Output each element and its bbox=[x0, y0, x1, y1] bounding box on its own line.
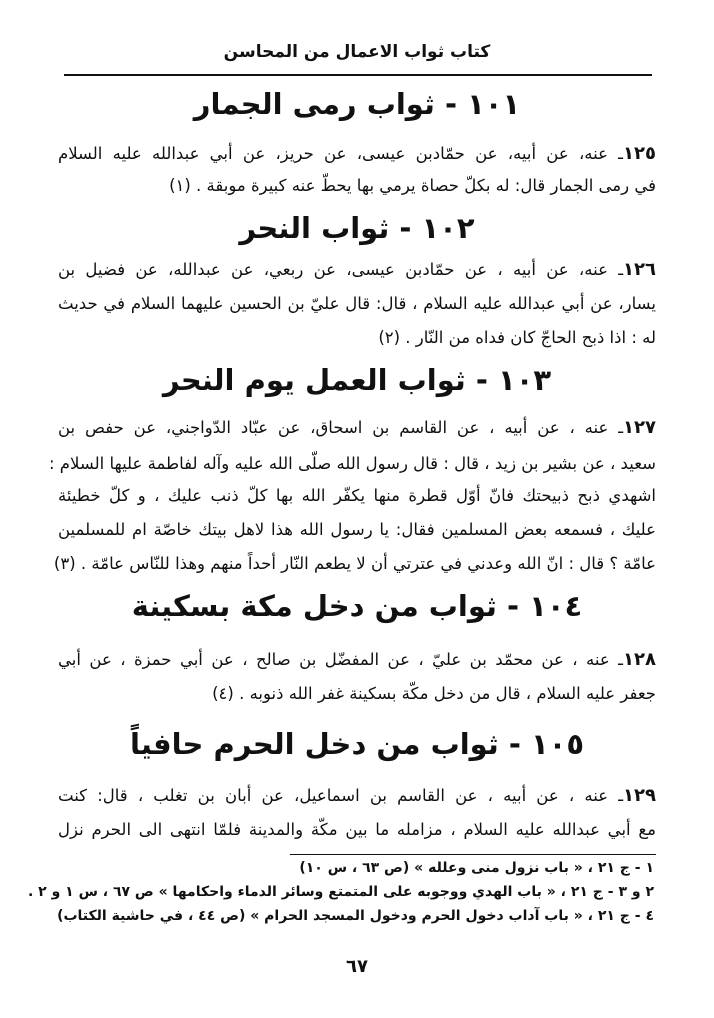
header-rule bbox=[64, 74, 652, 76]
text-line: اشهدي ذبح ذبيحتك فانّ أوّل قطرة منها يكفّر الله بها كلّ ذنب عليك ، و كلّ خطيئة bbox=[58, 486, 656, 505]
hadith-number: ١٢٩ bbox=[623, 785, 656, 806]
text-line: جعفر عليه السلام ، قال من دخل مكّة بسكينة غفر الله ذنوبه . (٤) bbox=[212, 684, 656, 703]
section-heading: ١٠٥ - ثواب من دخل الحرم حافياً bbox=[129, 727, 585, 761]
footnote: ٢ و ٣ - ج ٢١ ، « باب الهدي ووجوبه على المتمتع وسائر الدماء واحكامها » ص ٦٧ ، س ١ و ٢ . bbox=[27, 884, 654, 900]
section-heading: ١٠١ - ثواب رمى الجمار bbox=[193, 87, 521, 121]
hadith-number: ١٢٦ bbox=[623, 259, 656, 280]
text-line: في رمى الجمار قال: له بكلّ حصاة يرمي بها يحطّ عنه كبيرة موبقة . (١) bbox=[169, 176, 656, 195]
text-line: سعيد ، عن بشير بن زيد ، قال : قال رسول الله صلّى الله عليه وآله لفاطمة عليها السلام : bbox=[49, 454, 656, 473]
text-line: ١٢٧ـ عنه ، عن أبيه ، عن القاسم بن اسحاق، عن عبّاد الدّواجني، عن حفص بن bbox=[58, 417, 656, 438]
running-title: كتاب ثواب الاعمال من المحاسن bbox=[223, 42, 491, 62]
section-heading: ١٠٤ - ثواب من دخل مكة بسكينة bbox=[131, 589, 583, 623]
footnote-rule bbox=[290, 854, 656, 855]
section-heading: ١٠٢ - ثواب النحر bbox=[239, 211, 475, 245]
text-line: ١٢٩ـ عنه ، عن أبيه ، عن القاسم بن اسماعيل، عن أبان بن تغلب ، قال: كنت bbox=[58, 785, 656, 806]
hadith-number: ١٢٧ bbox=[623, 417, 656, 438]
text-line: عامّة ؟ قال : انّ الله وعدني في عترتي أن لا يطعم النّار أحداً منهم وهذا للنّاس عامّة . (٣) bbox=[53, 554, 656, 573]
text-line: مع أبي عبدالله عليه السلام ، مزامله ما بين مكّة والمدينة فلمّا انتهى الى الحرم نزل bbox=[58, 820, 656, 839]
hadith-number: ١٢٨ bbox=[623, 649, 656, 670]
text-line: له : اذا ذبح الحاجّ كان فداه من النّار . (٢) bbox=[378, 328, 656, 347]
footnote: ٤ - ج ٢١ ، « باب آداب دخول الحرم ودخول المسجد الحرام » (ص ٤٤ ، في حاشية الكتاب) bbox=[57, 908, 654, 924]
text-line: ١٢٥ـ عنه، عن أبيه، عن حمّادبن عيسى، عن حريز، عن أبي عبدالله عليه السلام bbox=[58, 143, 656, 164]
footnote: ١ - ج ٢١ ، « باب نزول منى وعلله » (ص ٦٣ ، س ١٠) bbox=[299, 860, 654, 876]
text-line: ١٢٨ـ عنه ، عن محمّد بن عليّ ، عن المفضّل بن صالح ، عن أبي حمزة ، عن أبي bbox=[58, 649, 656, 670]
page-number: ٦٧ bbox=[346, 956, 368, 977]
text-line: عليك ، فسمعه بعض المسلمين فقال: يا رسول الله هذا لاهل بيتك خاصّة ام للمسلمين bbox=[58, 520, 656, 539]
text-line: ١٢٦ـ عنه، عن أبيه ، عن حمّادبن عيسى، عن ربعي، عن عبدالله، عن فضيل بن bbox=[58, 259, 656, 280]
section-heading: ١٠٣ - ثواب العمل يوم النحر bbox=[162, 363, 552, 397]
hadith-number: ١٢٥ bbox=[623, 143, 656, 164]
text-line: يسار، عن أبي عبدالله عليه السلام ، قال: قال عليّ بن الحسين عليهما السلام في حديث bbox=[58, 294, 656, 313]
